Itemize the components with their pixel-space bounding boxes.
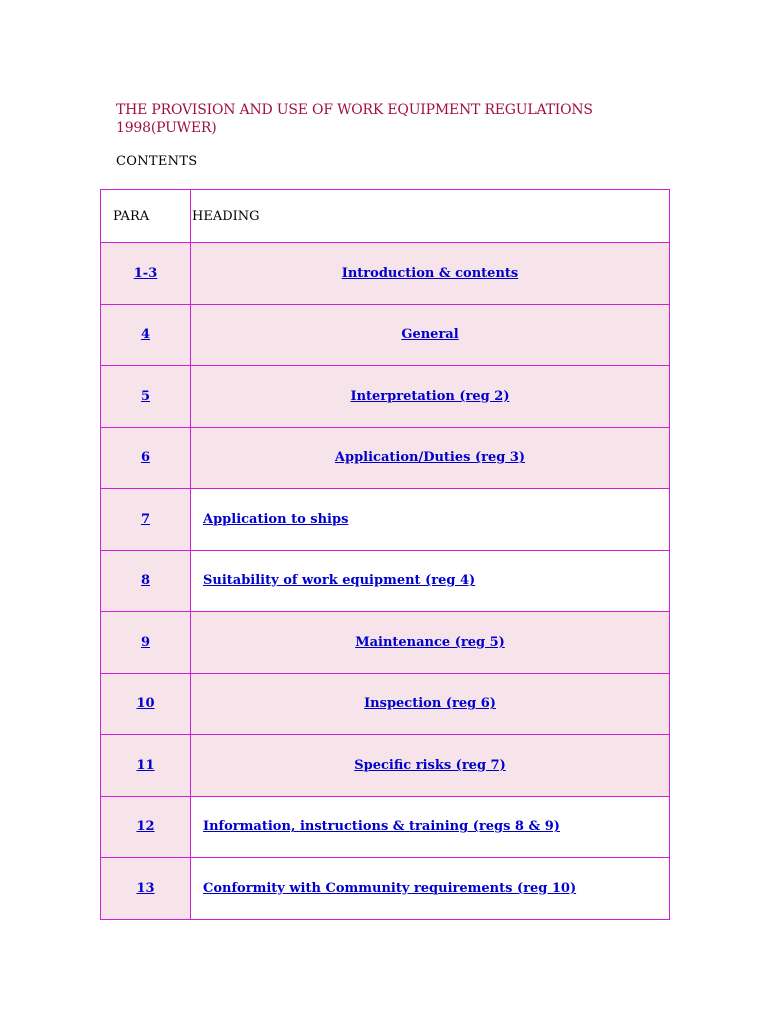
heading-cell xyxy=(191,489,670,551)
para-cell xyxy=(101,366,191,428)
table-row xyxy=(101,612,670,674)
table-header-row xyxy=(101,190,670,243)
para-cell xyxy=(101,858,191,920)
heading-link[interactable]: Suitability of work equipment (reg 4) xyxy=(203,573,476,589)
table-row xyxy=(101,304,670,366)
heading-cell xyxy=(191,243,670,305)
table-row xyxy=(101,858,670,920)
para-cell xyxy=(101,735,191,797)
heading-link[interactable]: Maintenance (reg 5) xyxy=(355,634,505,650)
table-row xyxy=(101,735,670,797)
heading-link[interactable]: Inspection (reg 6) xyxy=(364,696,496,712)
table-row xyxy=(101,796,670,858)
table-row xyxy=(101,427,670,489)
para-cell xyxy=(101,796,191,858)
heading-cell xyxy=(191,366,670,428)
heading-link[interactable]: Application to ships xyxy=(203,511,349,527)
para-link[interactable]: 11 xyxy=(136,757,155,773)
table-row xyxy=(101,489,670,551)
heading-column-header: HEADING xyxy=(191,190,670,243)
para-link[interactable]: 1-3 xyxy=(133,265,158,281)
heading-cell xyxy=(191,735,670,797)
heading-cell xyxy=(191,858,670,920)
table-row xyxy=(101,366,670,428)
heading-cell xyxy=(191,427,670,489)
para-cell xyxy=(101,612,191,674)
contents-table xyxy=(100,189,670,920)
para-link[interactable]: 9 xyxy=(140,634,151,650)
para-link[interactable]: 6 xyxy=(140,450,151,466)
para-link[interactable]: 7 xyxy=(140,511,151,527)
para-cell xyxy=(101,427,191,489)
heading-link[interactable]: Application/Duties (reg 3) xyxy=(334,450,526,466)
table-row xyxy=(101,243,670,305)
para-link[interactable]: 10 xyxy=(136,696,155,712)
heading-cell xyxy=(191,673,670,735)
heading-cell xyxy=(191,612,670,674)
heading-cell xyxy=(191,304,670,366)
heading-link[interactable]: Interpretation (reg 2) xyxy=(350,388,510,404)
contents-heading: CONTENTS xyxy=(116,154,198,169)
para-link[interactable]: 12 xyxy=(136,819,155,835)
contents-table-body xyxy=(101,190,670,920)
heading-cell xyxy=(191,796,670,858)
para-link[interactable]: 13 xyxy=(136,880,155,896)
para-cell xyxy=(101,489,191,551)
heading-link[interactable]: Specific risks (reg 7) xyxy=(354,757,506,773)
heading-cell xyxy=(191,550,670,612)
heading-link[interactable]: Information, instructions & training (regs 8 & 9) xyxy=(203,819,560,835)
para-cell xyxy=(101,550,191,612)
para-cell xyxy=(101,673,191,735)
para-cell xyxy=(101,243,191,305)
para-column-header: PARA xyxy=(101,190,191,243)
table-row xyxy=(101,550,670,612)
document-title: THE PROVISION AND USE OF WORK EQUIPMENT REGULATIONS 1998(PUWER) xyxy=(116,102,593,136)
para-link[interactable]: 5 xyxy=(140,388,151,404)
para-link[interactable]: 8 xyxy=(140,573,151,589)
heading-link[interactable]: Conformity with Community requirements (reg 10) xyxy=(203,880,577,896)
heading-link[interactable]: Introduction & contents xyxy=(341,265,519,281)
para-cell xyxy=(101,304,191,366)
para-link[interactable]: 4 xyxy=(140,327,151,343)
table-row xyxy=(101,673,670,735)
heading-link[interactable]: General xyxy=(401,327,459,343)
